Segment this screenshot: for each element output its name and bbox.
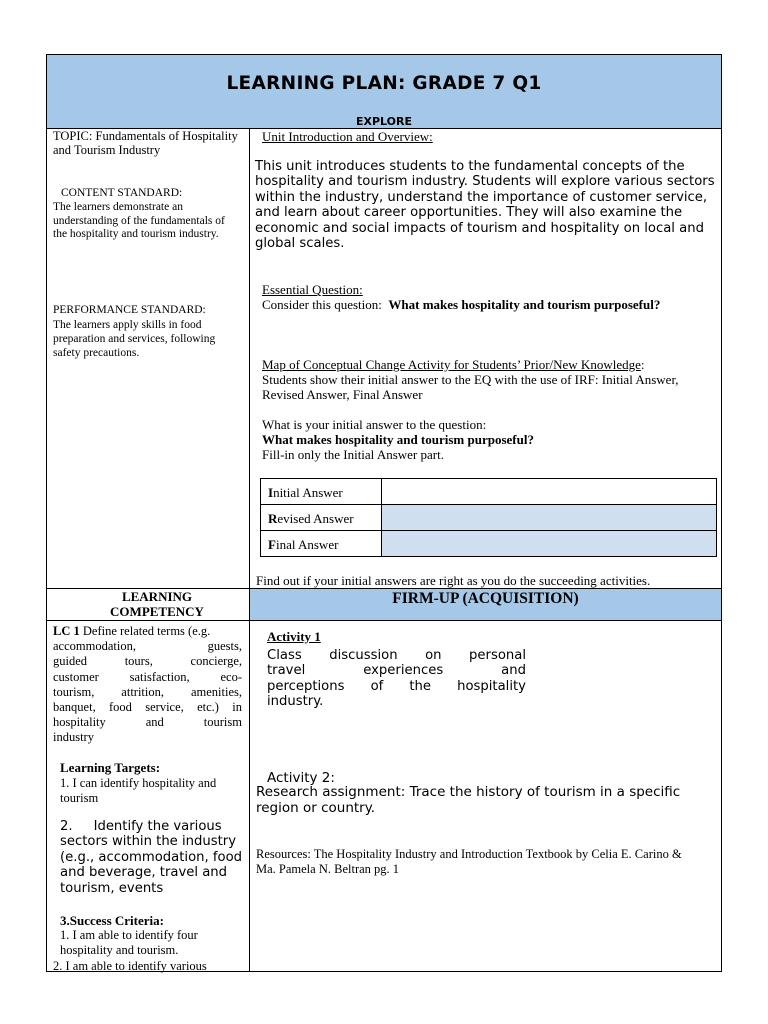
learning-competency-header: LEARNING COMPETENCY	[110, 589, 204, 619]
success-criteria-label: 3.Success Criteria:	[60, 913, 164, 928]
content-standard-label: CONTENT STANDARD:	[61, 187, 183, 199]
divider	[261, 504, 716, 505]
map-heading-line	[262, 357, 644, 373]
learning-targets-label: Learning Targets:	[60, 760, 161, 775]
eq-question: What makes hospitality and tourism purposeful?	[388, 297, 661, 312]
activity-1-line: travel experiences and	[267, 663, 526, 679]
eq-prompt: Consider this question:	[262, 297, 382, 312]
map-colon: :	[640, 357, 645, 372]
irf-label-initial: Initial Answer	[268, 485, 343, 500]
content-standard-text: The learners demonstrate an understanding of the fundamentals of the hospitality and tourism industry.	[53, 201, 225, 241]
activity-2-label: Activity 2:	[267, 770, 335, 786]
irf-label-revised: Revised Answer	[268, 511, 354, 526]
essential-question	[262, 297, 682, 312]
lc1-line: hospitality and tourism	[53, 715, 242, 730]
target-1: 1. I can identify hospitality and tourism	[60, 776, 217, 805]
initial-question-bold: What makes hospitality and tourism purposeful?	[262, 432, 534, 447]
map-text: Students show their initial answer to the EQ with the use of IRF: Initial Answer, Revised Answer, Final Answer	[262, 372, 679, 402]
activity-1-label: Activity 1	[267, 629, 321, 644]
unit-overview: This unit introduces students to the fundamental concepts of the hospitality and tourism industry. Students will explore various sectors within the industry, understand the importance of customer service, and learn about career opportunities. They will also examine the economic and social impacts of tourism and hospitality on local and global scales.	[255, 159, 715, 252]
firm-up-header: FIRM-UP (ACQUISITION)	[392, 590, 579, 607]
learning-plan-page	[46, 54, 722, 972]
divider	[249, 128, 250, 971]
irf-label-final: Final Answer	[268, 537, 339, 552]
fill-in-instruction: Fill-in only the Initial Answer part.	[262, 447, 444, 462]
divider	[381, 479, 382, 556]
divider	[261, 530, 716, 531]
target-2: 2. Identify the various sectors within the industry (e.g., accommodation, food and beverage, travel and tourism, events	[60, 819, 243, 896]
success-criteria-2: 2. I am able to identify various	[53, 959, 207, 973]
lc1-line: accommodation, guests,	[53, 639, 242, 654]
find-out-note: Find out if your initial answers are right as you do the succeeding activities.	[256, 573, 651, 588]
lc1-line: customer satisfaction, eco-	[53, 669, 242, 684]
lc1-block	[53, 624, 242, 746]
divider	[47, 620, 721, 621]
topic-label: TOPIC:	[53, 129, 93, 143]
lc1-first-line: LC 1 Define related terms (e.g.	[53, 624, 211, 638]
revised-answer-field[interactable]	[381, 505, 716, 530]
resources-text: Resources: The Hospitality Industry and Introduction Textbook by Celia E. Carino & Ma. Pamela N. Beltran pg. 1	[256, 847, 682, 876]
topic-block	[53, 129, 245, 157]
unit-heading: Unit Introduction and Overview:	[262, 129, 433, 144]
activity-1-line: perceptions of the hospitality	[267, 678, 526, 694]
final-answer-field[interactable]	[381, 531, 716, 556]
performance-standard-label: PERFORMANCE STANDARD:	[53, 304, 206, 316]
lc1-line: industry	[53, 730, 94, 745]
explore-label: EXPLORE	[355, 115, 412, 128]
essential-question-heading: Essential Question:	[262, 282, 363, 297]
irf-table	[260, 478, 717, 557]
lc1-line: banquet, food service, etc.) in	[53, 700, 242, 715]
topic-text: Fundamentals of Hospitality and Tourism Industry	[53, 129, 238, 157]
activity-1-line: industry.	[267, 694, 324, 710]
initial-question: What is your initial answer to the question:	[262, 417, 487, 432]
activity-1-text	[267, 648, 526, 710]
map-heading: Map of Conceptual Change Activity for Students’ Prior/New Knowledge	[262, 357, 641, 372]
activity-1-line: Class discussion on personal	[267, 648, 526, 663]
performance-standard-text: The learners apply skills in food preparation and services, following safety precautions.	[53, 319, 216, 359]
success-criteria-1: 1. I am able to identify four hospitality and tourism.	[60, 928, 198, 957]
page-title: LEARNING PLAN: GRADE 7 Q1	[226, 73, 542, 94]
initial-answer-field[interactable]	[381, 479, 716, 504]
lc1-line: tourism, attrition, amenities,	[53, 684, 242, 699]
activity-2-text: Research assignment: Trace the history of tourism in a specific region or country.	[256, 784, 681, 816]
lc1-line: guided tours, concierge,	[53, 654, 242, 669]
